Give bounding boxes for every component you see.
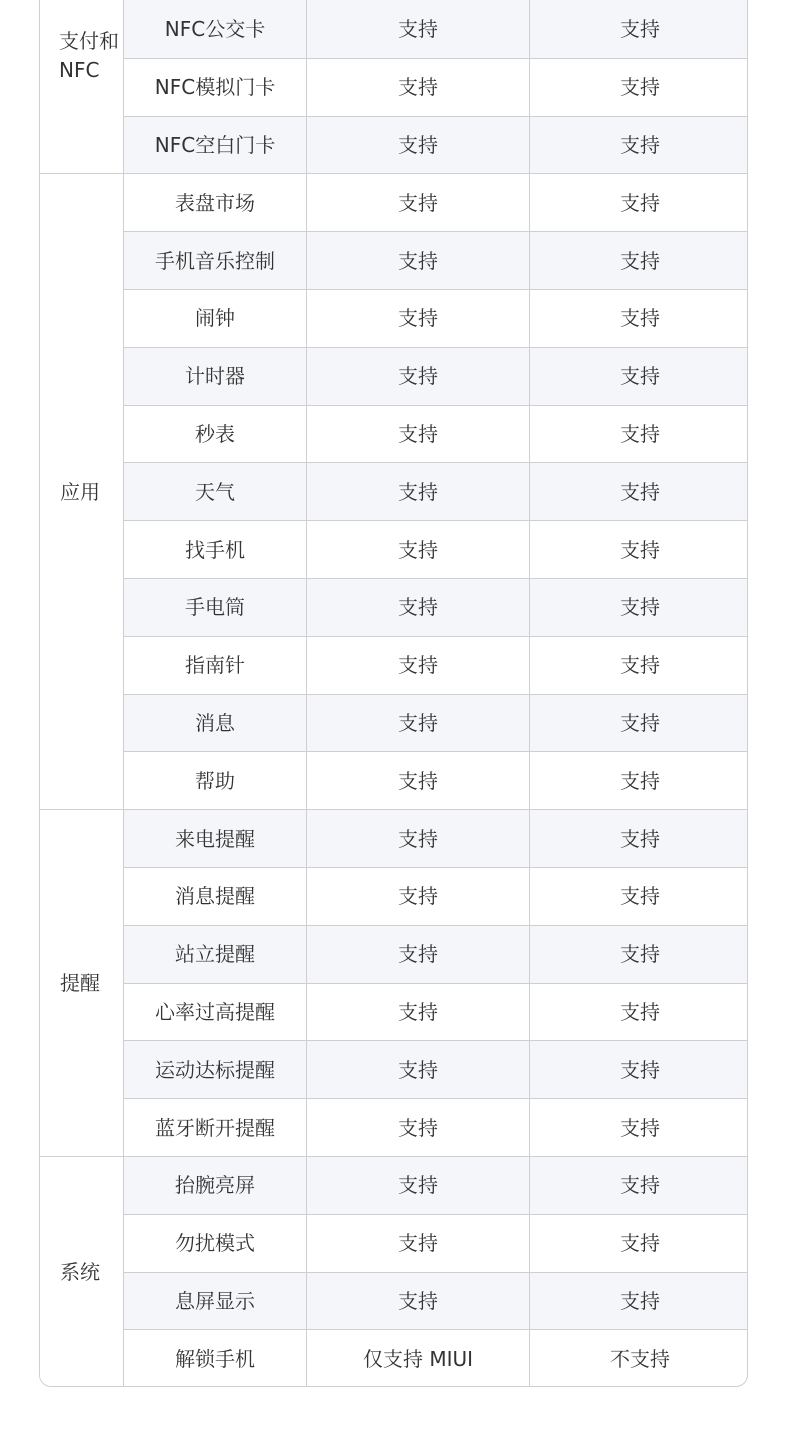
value-cell-b: 支持 [530,867,749,925]
table-row [40,1156,749,1214]
value-cell-b: 支持 [530,636,749,694]
feature-name-cell: 心率过高提醒 [124,983,307,1041]
value-cell-b: 支持 [530,347,749,405]
table-row [40,1041,749,1099]
value-cell-a: 支持 [307,1214,530,1272]
value-cell-b: 支持 [530,1156,749,1214]
table-row [40,58,749,116]
value-cell-a: 支持 [307,116,530,174]
value-cell-b: 不支持 [530,1330,749,1387]
value-cell-b: 支持 [530,116,749,174]
table-row [40,983,749,1041]
value-cell-a: 支持 [307,1099,530,1157]
feature-name-cell: 勿扰模式 [124,1214,307,1272]
value-cell-b: 支持 [530,983,749,1041]
value-cell-a: 支持 [307,694,530,752]
feature-name-cell: 来电提醒 [124,810,307,868]
table-row [40,1099,749,1157]
value-cell-b: 支持 [530,752,749,810]
value-cell-b: 支持 [530,1041,749,1099]
value-cell-b: 支持 [530,578,749,636]
value-cell-b: 支持 [530,810,749,868]
feature-comparison-table [39,0,748,1387]
feature-name-cell: NFC空白门卡 [124,116,307,174]
table-row [40,752,749,810]
table-row [40,0,749,58]
table-row [40,867,749,925]
value-cell-a: 支持 [307,232,530,290]
category-cell: 系统 [40,1156,124,1387]
table-row [40,810,749,868]
value-cell-a: 支持 [307,1156,530,1214]
table-row [40,578,749,636]
value-cell-a: 支持 [307,752,530,810]
value-cell-b: 支持 [530,58,749,116]
value-cell-a: 支持 [307,463,530,521]
table-row [40,1272,749,1330]
feature-name-cell: 天气 [124,463,307,521]
value-cell-a: 支持 [307,521,530,579]
table-row [40,521,749,579]
value-cell-a: 支持 [307,810,530,868]
feature-name-cell: 闹钟 [124,289,307,347]
value-cell-a: 支持 [307,636,530,694]
value-cell-a: 支持 [307,867,530,925]
feature-name-cell: 帮助 [124,752,307,810]
value-cell-b: 支持 [530,0,749,58]
value-cell-a: 支持 [307,0,530,58]
value-cell-a: 支持 [307,174,530,232]
feature-name-cell: 秒表 [124,405,307,463]
value-cell-b: 支持 [530,463,749,521]
feature-name-cell: 蓝牙断开提醒 [124,1099,307,1157]
table-row [40,1330,749,1387]
value-cell-a: 支持 [307,1272,530,1330]
comparison-table [39,0,748,1387]
feature-name-cell: 运动达标提醒 [124,1041,307,1099]
feature-name-cell: 计时器 [124,347,307,405]
value-cell-b: 支持 [530,1099,749,1157]
table-row [40,289,749,347]
feature-name-cell: 手电筒 [124,578,307,636]
category-cell: 提醒 [40,810,124,1157]
feature-name-cell: NFC模拟门卡 [124,58,307,116]
table-row [40,174,749,232]
value-cell-a: 支持 [307,925,530,983]
value-cell-a: 支持 [307,289,530,347]
value-cell-b: 支持 [530,232,749,290]
category-cell: 应用 [40,174,124,810]
feature-name-cell: NFC公交卡 [124,0,307,58]
table-row [40,347,749,405]
table-row [40,636,749,694]
value-cell-a: 支持 [307,578,530,636]
table-row [40,925,749,983]
value-cell-a: 支持 [307,58,530,116]
feature-name-cell: 手机音乐控制 [124,232,307,290]
value-cell-a: 支持 [307,1041,530,1099]
table-row [40,694,749,752]
value-cell-a: 支持 [307,405,530,463]
value-cell-a: 支持 [307,983,530,1041]
value-cell-a: 支持 [307,347,530,405]
value-cell-b: 支持 [530,694,749,752]
feature-name-cell: 解锁手机 [124,1330,307,1387]
value-cell-b: 支持 [530,1272,749,1330]
feature-name-cell: 找手机 [124,521,307,579]
value-cell-b: 支持 [530,1214,749,1272]
feature-name-cell: 指南针 [124,636,307,694]
feature-name-cell: 息屏显示 [124,1272,307,1330]
table-row [40,1214,749,1272]
value-cell-a: 仅支持 MIUI [307,1330,530,1387]
value-cell-b: 支持 [530,174,749,232]
table-body [40,0,749,1387]
feature-name-cell: 消息提醒 [124,867,307,925]
table-row [40,232,749,290]
feature-name-cell: 抬腕亮屏 [124,1156,307,1214]
value-cell-b: 支持 [530,289,749,347]
feature-name-cell: 消息 [124,694,307,752]
table-row [40,463,749,521]
value-cell-b: 支持 [530,405,749,463]
category-cell: 支付和NFC [40,0,124,174]
value-cell-b: 支持 [530,521,749,579]
table-row [40,405,749,463]
table-row [40,116,749,174]
feature-name-cell: 站立提醒 [124,925,307,983]
feature-name-cell: 表盘市场 [124,174,307,232]
value-cell-b: 支持 [530,925,749,983]
